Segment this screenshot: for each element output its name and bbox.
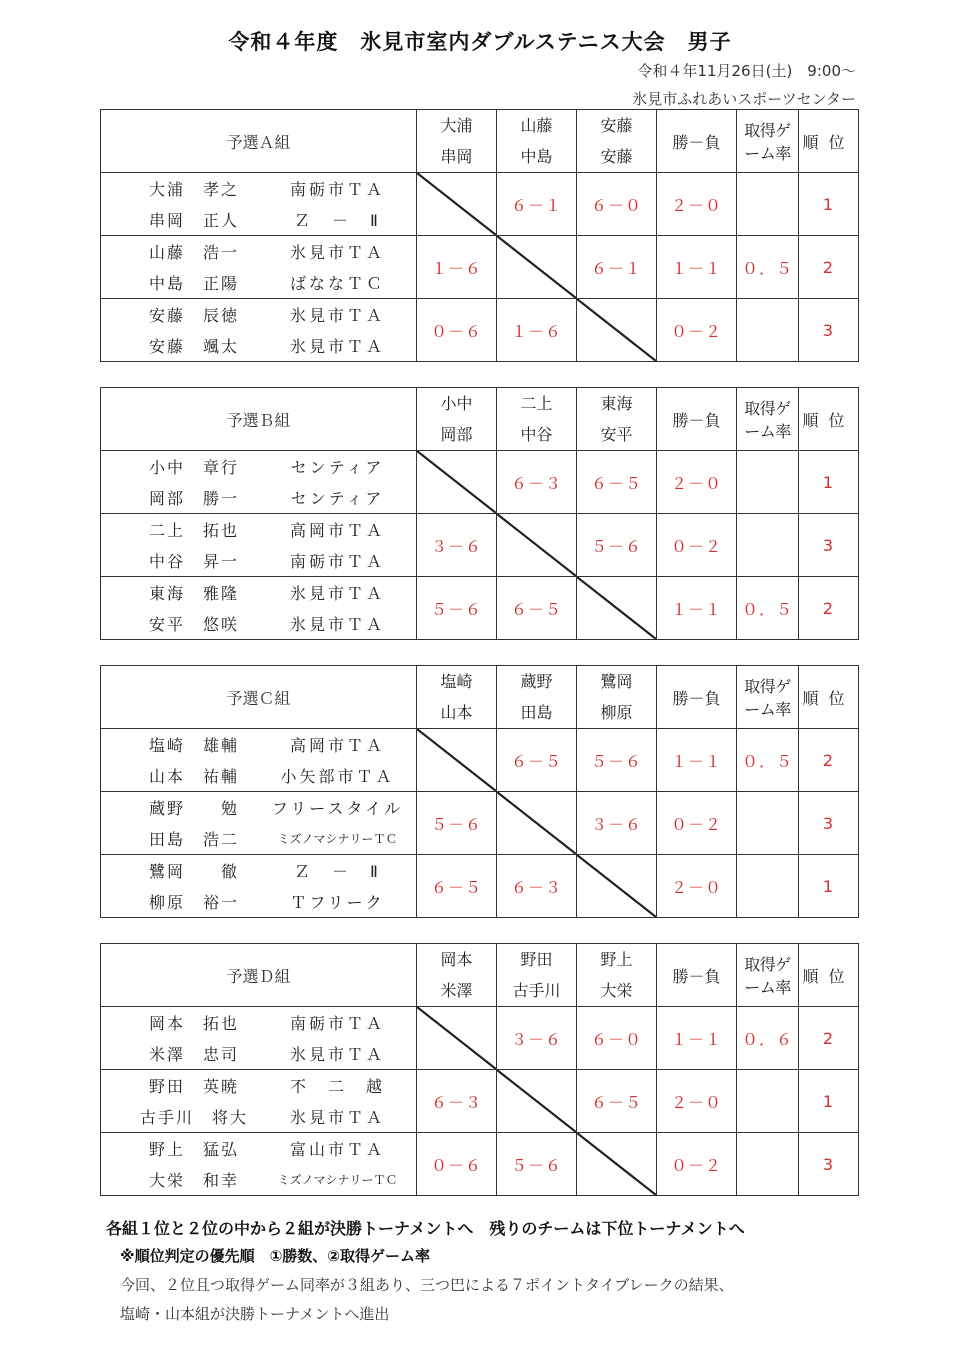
win-loss: ０－２ [657, 792, 737, 855]
team-players [101, 514, 417, 577]
opponent-header [417, 388, 497, 451]
player-line [101, 823, 416, 854]
rank-header: 順位 [799, 388, 859, 451]
player-name: 蔵野 勉 [148, 799, 239, 818]
team-players [101, 855, 417, 918]
team-players [101, 1133, 417, 1196]
win-loss: １－１ [657, 1007, 737, 1070]
player-club: 氷見市ＴＡ [289, 584, 385, 603]
opponent-name-a: 山藤 [520, 116, 553, 135]
player-name: 小中 章行 [148, 458, 239, 477]
player-line [101, 760, 416, 791]
player-club: センティア [290, 458, 385, 477]
opponent-header [577, 666, 657, 729]
self-match-cell [497, 514, 577, 577]
team-players [101, 451, 417, 514]
self-match-cell [577, 299, 657, 362]
match-score: ５－６ [577, 729, 657, 792]
player-name: 二上 拓也 [148, 521, 239, 540]
player-line [101, 482, 416, 513]
team-row [101, 729, 859, 792]
player-club: 氷見市ＴＡ [289, 1045, 385, 1064]
win-loss: １－１ [657, 236, 737, 299]
opponent-name-b: 安平 [600, 425, 633, 444]
game-rate [737, 792, 799, 855]
player-name: 安藤 颯太 [148, 337, 239, 356]
self-match-cell [577, 1133, 657, 1196]
rank: 1 [799, 855, 859, 918]
group-name: 予選Ｃ組 [101, 666, 417, 729]
self-match-cell [497, 792, 577, 855]
player-name: 野田 英暁 [148, 1077, 239, 1096]
win-loss: ０－２ [657, 299, 737, 362]
team-row [101, 855, 859, 918]
opponent-header [497, 944, 577, 1007]
player-line [101, 608, 416, 639]
player-line [101, 1070, 416, 1101]
win-loss: ２－０ [657, 173, 737, 236]
game-rate [737, 1070, 799, 1133]
player-club: 富山市ＴＡ [289, 1140, 385, 1159]
player-line [101, 236, 416, 267]
opponent-name-a: 鷺岡 [600, 672, 633, 691]
match-score: １－６ [417, 236, 497, 299]
player-club: Ｔフリーク [290, 893, 385, 912]
opponent-name-b: 大栄 [600, 981, 633, 1000]
player-club: 南砺市ＴＡ [289, 1014, 385, 1033]
player-club: 氷見市ＴＡ [289, 615, 385, 634]
team-row [101, 792, 859, 855]
opponent-name-b: 古手川 [512, 981, 561, 1000]
group-header-row [101, 666, 859, 729]
player-name: 古手川 将大 [139, 1108, 248, 1127]
player-line [101, 330, 416, 361]
opponent-name-a: 塩崎 [440, 672, 473, 691]
game-rate [737, 299, 799, 362]
match-score: ０－６ [417, 299, 497, 362]
opponent-name-a: 蔵野 [520, 672, 553, 691]
game-rate [737, 1133, 799, 1196]
match-score: ６－１ [497, 173, 577, 236]
group-table [100, 109, 859, 362]
group-table [100, 665, 859, 918]
team-row [101, 236, 859, 299]
rank: 2 [799, 1007, 859, 1070]
group-table [100, 943, 859, 1196]
match-score: ６－３ [497, 451, 577, 514]
player-name: 東海 雅隆 [148, 584, 239, 603]
player-club: センティア [290, 489, 385, 508]
team-players [101, 577, 417, 640]
player-line [101, 267, 416, 298]
player-name: 米澤 忠司 [148, 1045, 239, 1064]
player-name: 田島 浩二 [148, 830, 239, 849]
opponent-name-b: 田島 [520, 703, 553, 722]
rank: 2 [799, 729, 859, 792]
team-row [101, 173, 859, 236]
opponent-name-a: 安藤 [600, 116, 633, 135]
team-row [101, 451, 859, 514]
opponent-header [577, 388, 657, 451]
player-line [101, 1038, 416, 1069]
player-club: ばななＴＣ [289, 274, 385, 293]
rank-header: 順位 [799, 666, 859, 729]
group-header-row [101, 944, 859, 1007]
rank: 1 [799, 451, 859, 514]
team-row [101, 577, 859, 640]
opponent-name-b: 米澤 [440, 981, 473, 1000]
note-tiebreak-result: 塩崎・山本組が決勝トーナメントへ進出 [120, 1305, 390, 1323]
group-table [100, 387, 859, 640]
win-loss: ０－２ [657, 1133, 737, 1196]
win-loss-header: 勝－負 [657, 388, 737, 451]
group-header-row [101, 388, 859, 451]
match-score: ５－６ [417, 577, 497, 640]
win-loss: ０－２ [657, 514, 737, 577]
player-line [101, 1133, 416, 1164]
self-match-cell [417, 173, 497, 236]
player-name: 岡本 拓也 [148, 1014, 239, 1033]
event-venue: 氷見市ふれあいスポーツセンター [632, 90, 856, 108]
group-header-row [101, 110, 859, 173]
match-score: １－６ [497, 299, 577, 362]
match-score: ５－６ [577, 514, 657, 577]
player-name: 安藤 辰徳 [148, 306, 239, 325]
player-line [101, 729, 416, 760]
player-line [101, 792, 416, 823]
rank: 3 [799, 299, 859, 362]
player-club: 高岡市ＴＡ [289, 521, 385, 540]
player-club: 氷見市ＴＡ [289, 243, 385, 262]
match-score: ３－６ [497, 1007, 577, 1070]
note-ranking-priority: ※順位判定の優先順 ①勝数、②取得ゲーム率 [120, 1247, 430, 1265]
self-match-cell [497, 1070, 577, 1133]
game-rate [737, 173, 799, 236]
player-line [101, 173, 416, 204]
opponent-header [417, 666, 497, 729]
opponent-name-b: 串岡 [440, 147, 473, 166]
game-rate [737, 514, 799, 577]
team-row [101, 514, 859, 577]
team-players [101, 299, 417, 362]
opponent-header [417, 110, 497, 173]
opponent-name-b: 中島 [520, 147, 553, 166]
player-line [101, 451, 416, 482]
player-club: 南砺市ＴＡ [289, 180, 385, 199]
player-line [101, 855, 416, 886]
player-line [101, 1164, 416, 1195]
opponent-name-b: 中谷 [520, 425, 553, 444]
opponent-name-a: 小中 [440, 394, 473, 413]
player-club: 不 二 越 [289, 1077, 385, 1096]
opponent-header [497, 388, 577, 451]
game-rate: ０．６ [737, 1007, 799, 1070]
team-players [101, 1007, 417, 1070]
player-name: 山藤 浩一 [148, 243, 239, 262]
player-line [101, 204, 416, 235]
rank-header: 順位 [799, 110, 859, 173]
win-loss-header: 勝－負 [657, 110, 737, 173]
opponent-name-a: 東海 [600, 394, 633, 413]
win-loss: ２－０ [657, 1070, 737, 1133]
rank: 2 [799, 236, 859, 299]
opponent-name-a: 野上 [600, 950, 633, 969]
rank-header: 順位 [799, 944, 859, 1007]
rank: 3 [799, 792, 859, 855]
player-club: Ｚ － Ⅱ [294, 862, 381, 881]
player-club: 小矢部市ＴＡ [280, 767, 395, 786]
match-score: ３－６ [417, 514, 497, 577]
player-name: 柳原 裕一 [148, 893, 239, 912]
player-club: 氷見市ＴＡ [289, 337, 385, 356]
player-name: 塩崎 雄輔 [148, 736, 239, 755]
player-name: 安平 悠咲 [148, 615, 239, 634]
event-date: 令和４年11月26日(土) 9:00〜 [637, 62, 856, 80]
match-score: ６－０ [577, 173, 657, 236]
group-name: 予選Ｄ組 [101, 944, 417, 1007]
player-club: 氷見市ＴＡ [289, 306, 385, 325]
opponent-name-b: 山本 [440, 703, 473, 722]
team-row [101, 299, 859, 362]
opponent-name-a: 野田 [520, 950, 553, 969]
match-score: ６－１ [577, 236, 657, 299]
match-score: ６－５ [497, 577, 577, 640]
game-rate [737, 855, 799, 918]
self-match-cell [577, 577, 657, 640]
note-tiebreak: 今回、２位且つ取得ゲーム同率が３組あり、三つ巴による７ポイントタイブレークの結果、 [120, 1276, 734, 1294]
player-name: 鷺岡 徹 [148, 862, 239, 881]
match-score: ５－６ [497, 1133, 577, 1196]
group-name: 予選Ｂ組 [101, 388, 417, 451]
opponent-name-b: 柳原 [600, 703, 633, 722]
game-rate-header: 取得ゲーム率 [737, 110, 799, 173]
player-line [101, 577, 416, 608]
win-loss: ２－０ [657, 451, 737, 514]
opponent-header [417, 944, 497, 1007]
win-loss: ２－０ [657, 855, 737, 918]
match-score: ６－５ [577, 1070, 657, 1133]
match-score: ６－５ [417, 855, 497, 918]
player-name: 大浦 孝之 [148, 180, 239, 199]
rank: 1 [799, 173, 859, 236]
team-row [101, 1133, 859, 1196]
player-line [101, 886, 416, 917]
match-score: ０－６ [417, 1133, 497, 1196]
team-players [101, 173, 417, 236]
player-name: 串岡 正人 [148, 211, 239, 230]
opponent-name-a: 岡本 [440, 950, 473, 969]
team-players [101, 1070, 417, 1133]
self-match-cell [497, 236, 577, 299]
match-score: ３－６ [577, 792, 657, 855]
opponent-header [577, 944, 657, 1007]
page-title: 令和４年度 氷見市室内ダブルステニス大会 男子 [228, 30, 732, 54]
player-name: 中島 正陽 [148, 274, 239, 293]
rank: 2 [799, 577, 859, 640]
player-club: 高岡市ＴＡ [289, 736, 385, 755]
match-score: ６－３ [417, 1070, 497, 1133]
self-match-cell [417, 451, 497, 514]
player-club: 南砺市ＴＡ [289, 552, 385, 571]
opponent-header [577, 110, 657, 173]
player-line [101, 545, 416, 576]
game-rate [737, 451, 799, 514]
player-club: Ｚ － Ⅱ [294, 211, 381, 230]
player-club: ミズノマシナリーＴＣ [277, 832, 398, 846]
self-match-cell [417, 1007, 497, 1070]
game-rate: ０．５ [737, 729, 799, 792]
opponent-name-a: 大浦 [440, 116, 473, 135]
player-name: 岡部 勝一 [148, 489, 239, 508]
player-line [101, 299, 416, 330]
win-loss-header: 勝－負 [657, 666, 737, 729]
note-advancement: 各組１位と２位の中から２組が決勝トーナメントへ 残りのチームは下位トーナメントへ [106, 1219, 745, 1238]
rank: 1 [799, 1070, 859, 1133]
player-line [101, 1101, 416, 1132]
win-loss-header: 勝－負 [657, 944, 737, 1007]
game-rate-header: 取得ゲーム率 [737, 666, 799, 729]
win-loss: １－１ [657, 577, 737, 640]
opponent-name-b: 岡部 [440, 425, 473, 444]
match-score: ６－３ [497, 855, 577, 918]
rank: 3 [799, 1133, 859, 1196]
game-rate: ０．５ [737, 577, 799, 640]
opponent-header [497, 110, 577, 173]
match-score: ５－６ [417, 792, 497, 855]
self-match-cell [577, 855, 657, 918]
self-match-cell [417, 729, 497, 792]
team-row [101, 1070, 859, 1133]
win-loss: １－１ [657, 729, 737, 792]
team-row [101, 1007, 859, 1070]
player-club: 氷見市ＴＡ [289, 1108, 385, 1127]
opponent-header [497, 666, 577, 729]
player-name: 大栄 和幸 [148, 1171, 239, 1190]
match-score: ６－５ [577, 451, 657, 514]
match-score: ６－５ [497, 729, 577, 792]
game-rate: ０．５ [737, 236, 799, 299]
game-rate-header: 取得ゲーム率 [737, 388, 799, 451]
player-club: ミズノマシナリーＴＣ [277, 1173, 398, 1187]
group-name: 予選Ａ組 [101, 110, 417, 173]
game-rate-header: 取得ゲーム率 [737, 944, 799, 1007]
match-score: ６－０ [577, 1007, 657, 1070]
team-players [101, 236, 417, 299]
opponent-name-a: 二上 [520, 394, 553, 413]
team-players [101, 792, 417, 855]
rank: 3 [799, 514, 859, 577]
team-players [101, 729, 417, 792]
player-line [101, 1007, 416, 1038]
player-line [101, 514, 416, 545]
player-club: フリースタイル [271, 799, 404, 818]
player-name: 野上 猛弘 [148, 1140, 239, 1159]
opponent-name-b: 安藤 [600, 147, 633, 166]
player-name: 中谷 昇一 [148, 552, 239, 571]
player-name: 山本 祐輔 [148, 767, 239, 786]
